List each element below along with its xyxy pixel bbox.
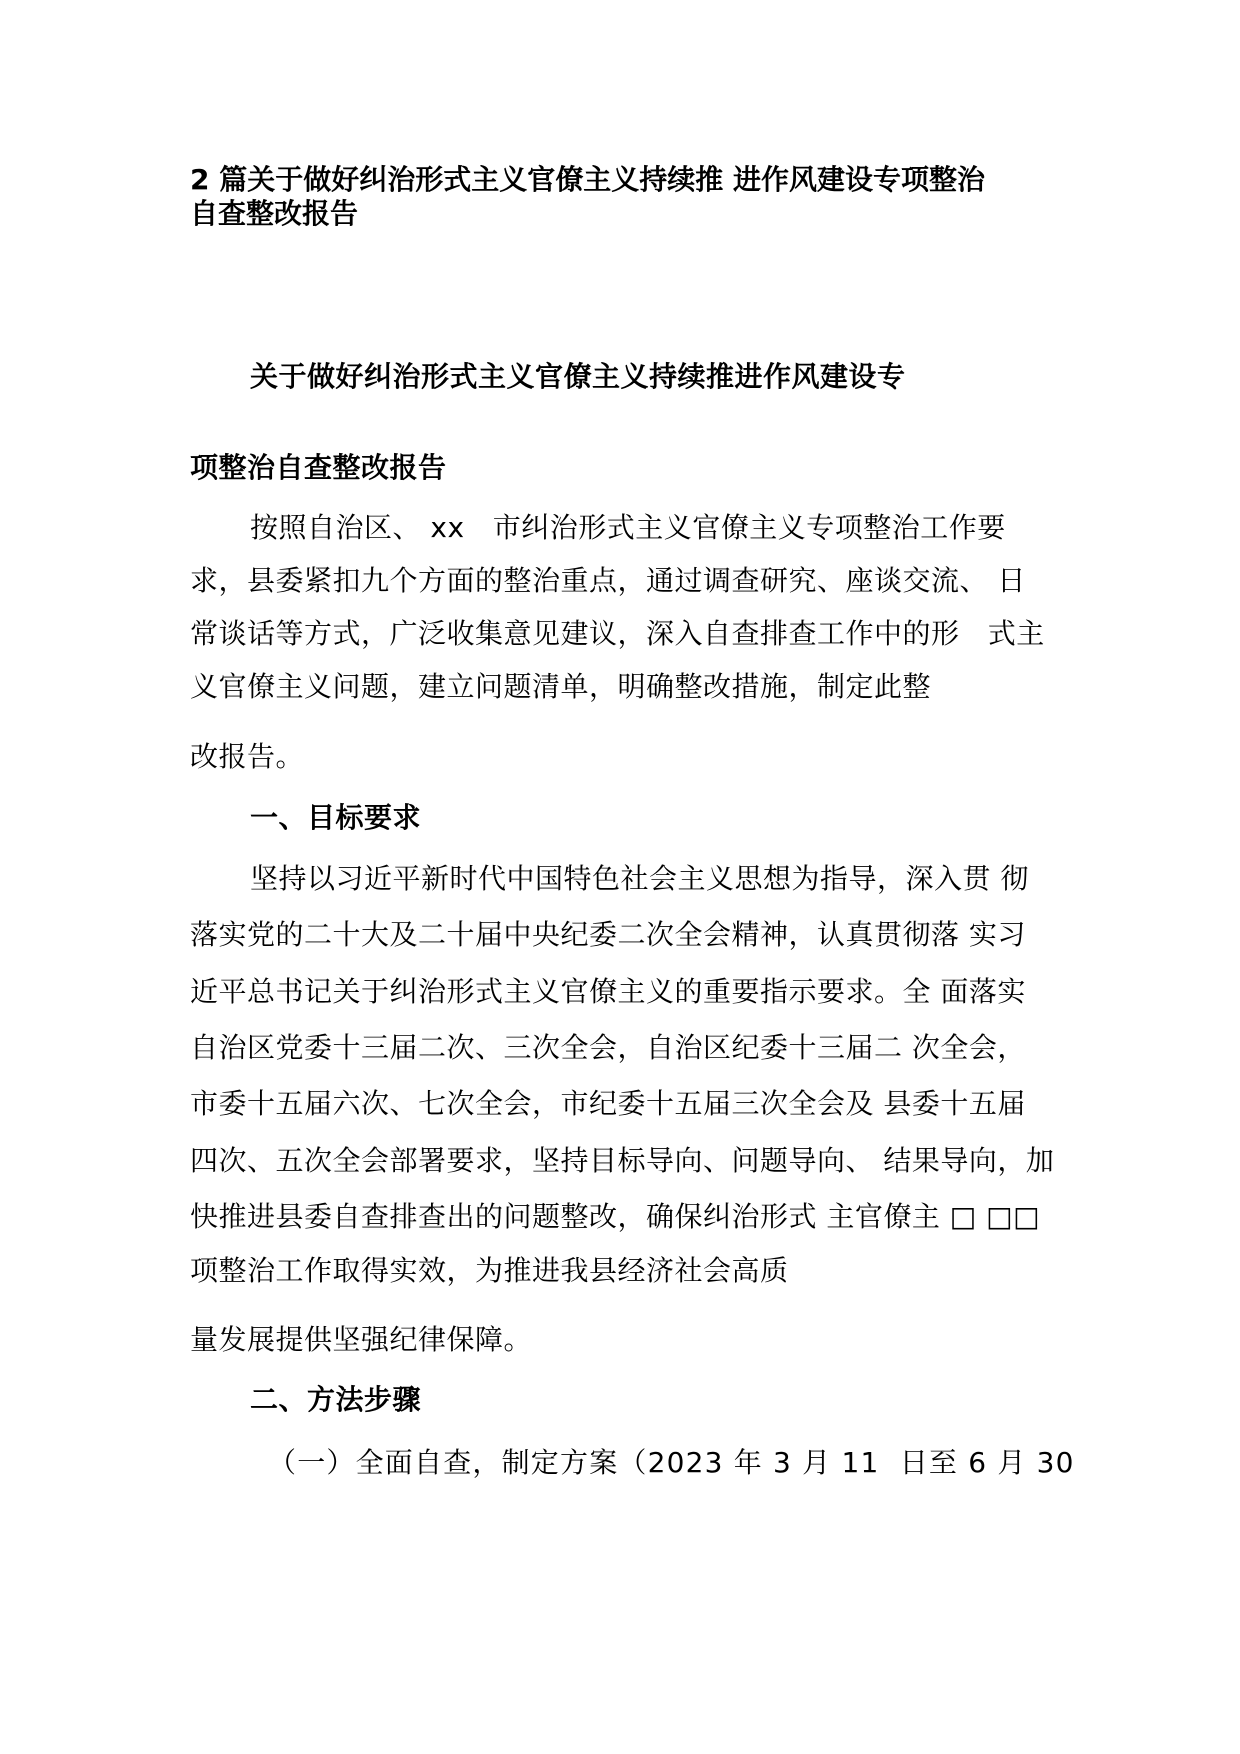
section-1-line-1: 坚持以习近平新时代中国特色社会主义思想为指导，深入贯 彻: [250, 862, 1029, 895]
section-2-heading: 二、方法步骤: [250, 1383, 422, 1416]
document-title-line-2: 自查整改报告: [190, 197, 359, 230]
section-1-line-2: 落实党的二十大及二十届中央纪委二次全会精神，认真贯彻落 实习: [190, 918, 1026, 951]
intro-line-2: 求，县委紧扣九个方面的整治重点，通过调查研究、座谈交流、 日: [190, 564, 1026, 597]
section-1-line-4: 自治区党委十三届二次、三次全会，自治区纪委十三届二 次全会，: [190, 1031, 1026, 1064]
section-1-line-6: 四次、五次全会部署要求，坚持目标导向、问题导向、 结果导向，加: [190, 1144, 1055, 1177]
section-1-line-7: 快推进县委自查排查出的问题整改，确保纠治形式 主官僚主 □ □□: [190, 1200, 1041, 1233]
section-1-line-5: 市委十五届六次、七次全会，市纪委十五届三次全会及 县委十五届: [190, 1087, 1026, 1120]
section-1-line-9: 量发展提供坚强纪律保障。: [190, 1323, 533, 1356]
step-1-line: （一）全面自查，制定方案（2023 年 3 月 11 日至 6 月 30: [268, 1446, 1075, 1479]
section-1-line-8: 项整治工作取得实效，为推进我县经济社会高质: [190, 1254, 789, 1287]
document-title-line-1: 2 篇关于做好纠治形式主义官僚主义持续推 进作风建设专项整治: [190, 163, 985, 196]
intro-line-5: 改报告。: [190, 740, 305, 773]
section-1-heading: 一、目标要求: [250, 801, 422, 834]
section-1-line-3: 近平总书记关于纠治形式主义官僚主义的重要指示要求。全 面落实: [190, 975, 1026, 1008]
intro-line-4: 义官僚主义问题，建立问题清单，明确整改措施，制定此整: [190, 670, 932, 703]
report-title-line-1: 关于做好纠治形式主义官僚主义持续推进作风建设专: [250, 360, 906, 393]
intro-line-3: 常谈话等方式，广泛收集意见建议，深入自查排查工作中的形 式主: [190, 617, 1045, 650]
report-title-line-2: 项整治自查整改报告: [190, 451, 447, 484]
intro-line-1: 按照自治区、 xx 市纠治形式主义官僚主义专项整治工作要: [250, 511, 1006, 544]
